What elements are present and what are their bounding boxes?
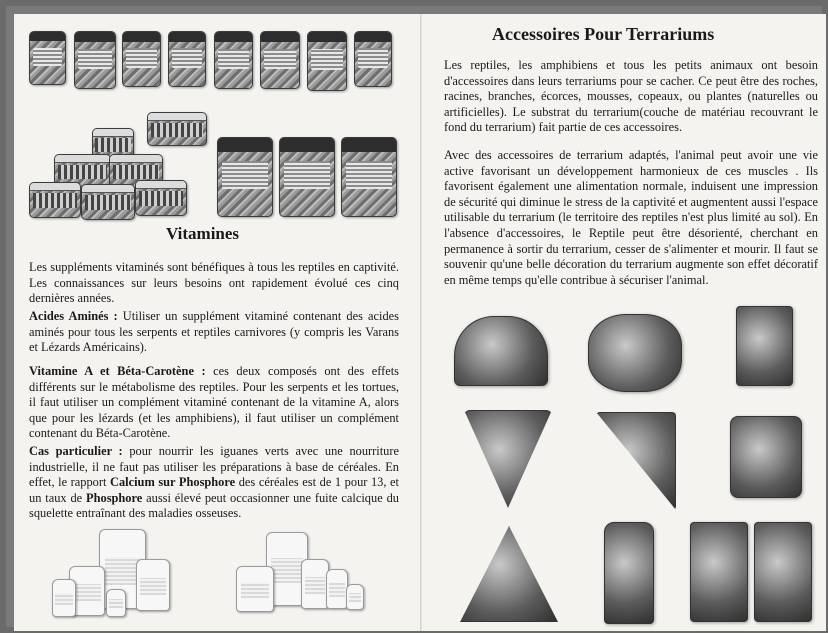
product-photo-water-conditioner xyxy=(604,522,654,624)
section-title-accessoires: Accessoires Pour Terrariums xyxy=(492,24,715,44)
product-photo-jar xyxy=(260,31,300,89)
product-photo-bottle xyxy=(301,559,329,609)
section-title-vitamines: Vitamines xyxy=(166,224,240,243)
product-photo-jar xyxy=(354,31,392,87)
accessoires-paragraph-1: Les reptiles, les amphibiens et tous les petits animaux ont besoin d'accessoires dans leurs terrariums pour se cacher. Ce peut être des roches, racines, branches, écorces, mousses, copeaux, ou plantes (naturelles ou artificielles). Le substrat du terrarium(couche de matériau recouvrant le fond du terrarium) fait partie de ces accessoires. xyxy=(444,58,818,135)
product-photo-bottle xyxy=(52,579,76,617)
product-photo-filter-box xyxy=(690,522,748,622)
text-acides-amines: Utiliser un supplément vitaminé contenant des acides aminés pour tous les serpents et reptiles carnivores (y compris les Varans et Lézards Américains). xyxy=(29,309,399,355)
left-page xyxy=(14,14,418,631)
product-photo-rock-cave xyxy=(460,526,558,622)
text-cas-2: des céréales est de 1 pour 13, et un taux de xyxy=(29,475,399,505)
paragraph-cas-particulier xyxy=(29,444,399,522)
product-photo-can xyxy=(135,180,187,216)
product-photo-bottle xyxy=(326,569,348,609)
product-photo-arboreal-lagoon xyxy=(730,416,802,498)
right-page xyxy=(424,14,826,631)
product-photo-jar xyxy=(122,31,161,87)
text-cas-3: aussi élevé peut occasionner une fuite calcique du squelette entraînant des maladies osseuses. xyxy=(29,490,399,521)
product-photo-jar xyxy=(279,137,335,217)
product-photo-bottle xyxy=(346,584,364,610)
accessoires-paragraph-2: Avec des accessoires de terrarium adaptés, l'animal peut avoir une vie active favorisant un développement harmonieux de ces muscles . Ils favorisent également une alimentation normale, induisent une impression de sécurité qui diminue le stress de la captivité et augmentent aussi l'espace utilisable du terrarium (le territoire des reptiles n'est plus limité au sol). En l'absence d'accessoires, le Reptile peut être désorienté, cherchant en permanence à sortir du terrarium, cesser de s'alimenter et mourir. Il faut se souvenir qu'une belle décoration du terrarium augmente son effet décoratif en même temps qu'elle contribue à sécuriser l'animal. xyxy=(444,148,818,287)
product-photo-branch xyxy=(588,314,682,392)
product-photo-corner-shelf xyxy=(464,410,552,508)
label-cas-particulier: Cas particulier : xyxy=(29,444,123,458)
product-photo-jar xyxy=(29,31,66,85)
paragraph-acides-amines xyxy=(29,309,399,356)
product-photo-jar xyxy=(307,31,347,91)
bold-calcium-phosphore: Calcium sur Phosphore xyxy=(110,475,236,490)
product-photo-corner-decor xyxy=(596,412,676,510)
product-photo-jar xyxy=(74,31,116,89)
product-photo-jar xyxy=(341,137,397,217)
product-photo-bark-hide xyxy=(454,316,548,386)
bold-phosphore: Phosphore xyxy=(86,490,143,505)
product-photo-moss-bag xyxy=(736,306,793,386)
label-acides-amines: Acides Aminés : xyxy=(29,309,118,323)
label-vitamine-a: Vitamine A et Béta-Carotène : xyxy=(29,364,206,378)
product-photo-jar xyxy=(168,31,206,87)
vitamines-intro: Les suppléments vitaminés sont bénéfiques à tous les reptiles en captivité. Les connaissances sur leurs besoins ont rapidement évolué ces cinq dernières années. xyxy=(29,260,399,306)
product-photo-can xyxy=(29,182,81,218)
text-vitamine-a: ces deux composés ont des effets différents sur le métabolisme des reptiles. Pour les serpents et les tortues, il faut utiliser un complément vitaminé contenant de la vitamine A, alors que pour les lézards (et les amphibiens), il faut utiliser un complément contenant du Béta-Carotène. xyxy=(29,364,399,441)
product-photo-jar xyxy=(217,137,273,217)
paragraph-vitamine-a xyxy=(29,364,399,442)
gutter-fold xyxy=(420,14,422,631)
booklet-spread xyxy=(14,14,826,631)
product-photo-can xyxy=(81,184,135,220)
product-photo-filter-box xyxy=(754,522,812,622)
text-cas-1: pour nourrir les iguanes verts avec une nourriture industrielle, il ne faut pas utiliser les préparations à base de céréales. En effet, le rapport xyxy=(29,444,399,490)
product-photo-bottle xyxy=(106,589,126,617)
product-photo-jar xyxy=(214,31,253,89)
product-photo-bottle xyxy=(136,559,170,611)
product-photo-bottle xyxy=(236,566,274,612)
product-photo-can xyxy=(147,112,207,146)
